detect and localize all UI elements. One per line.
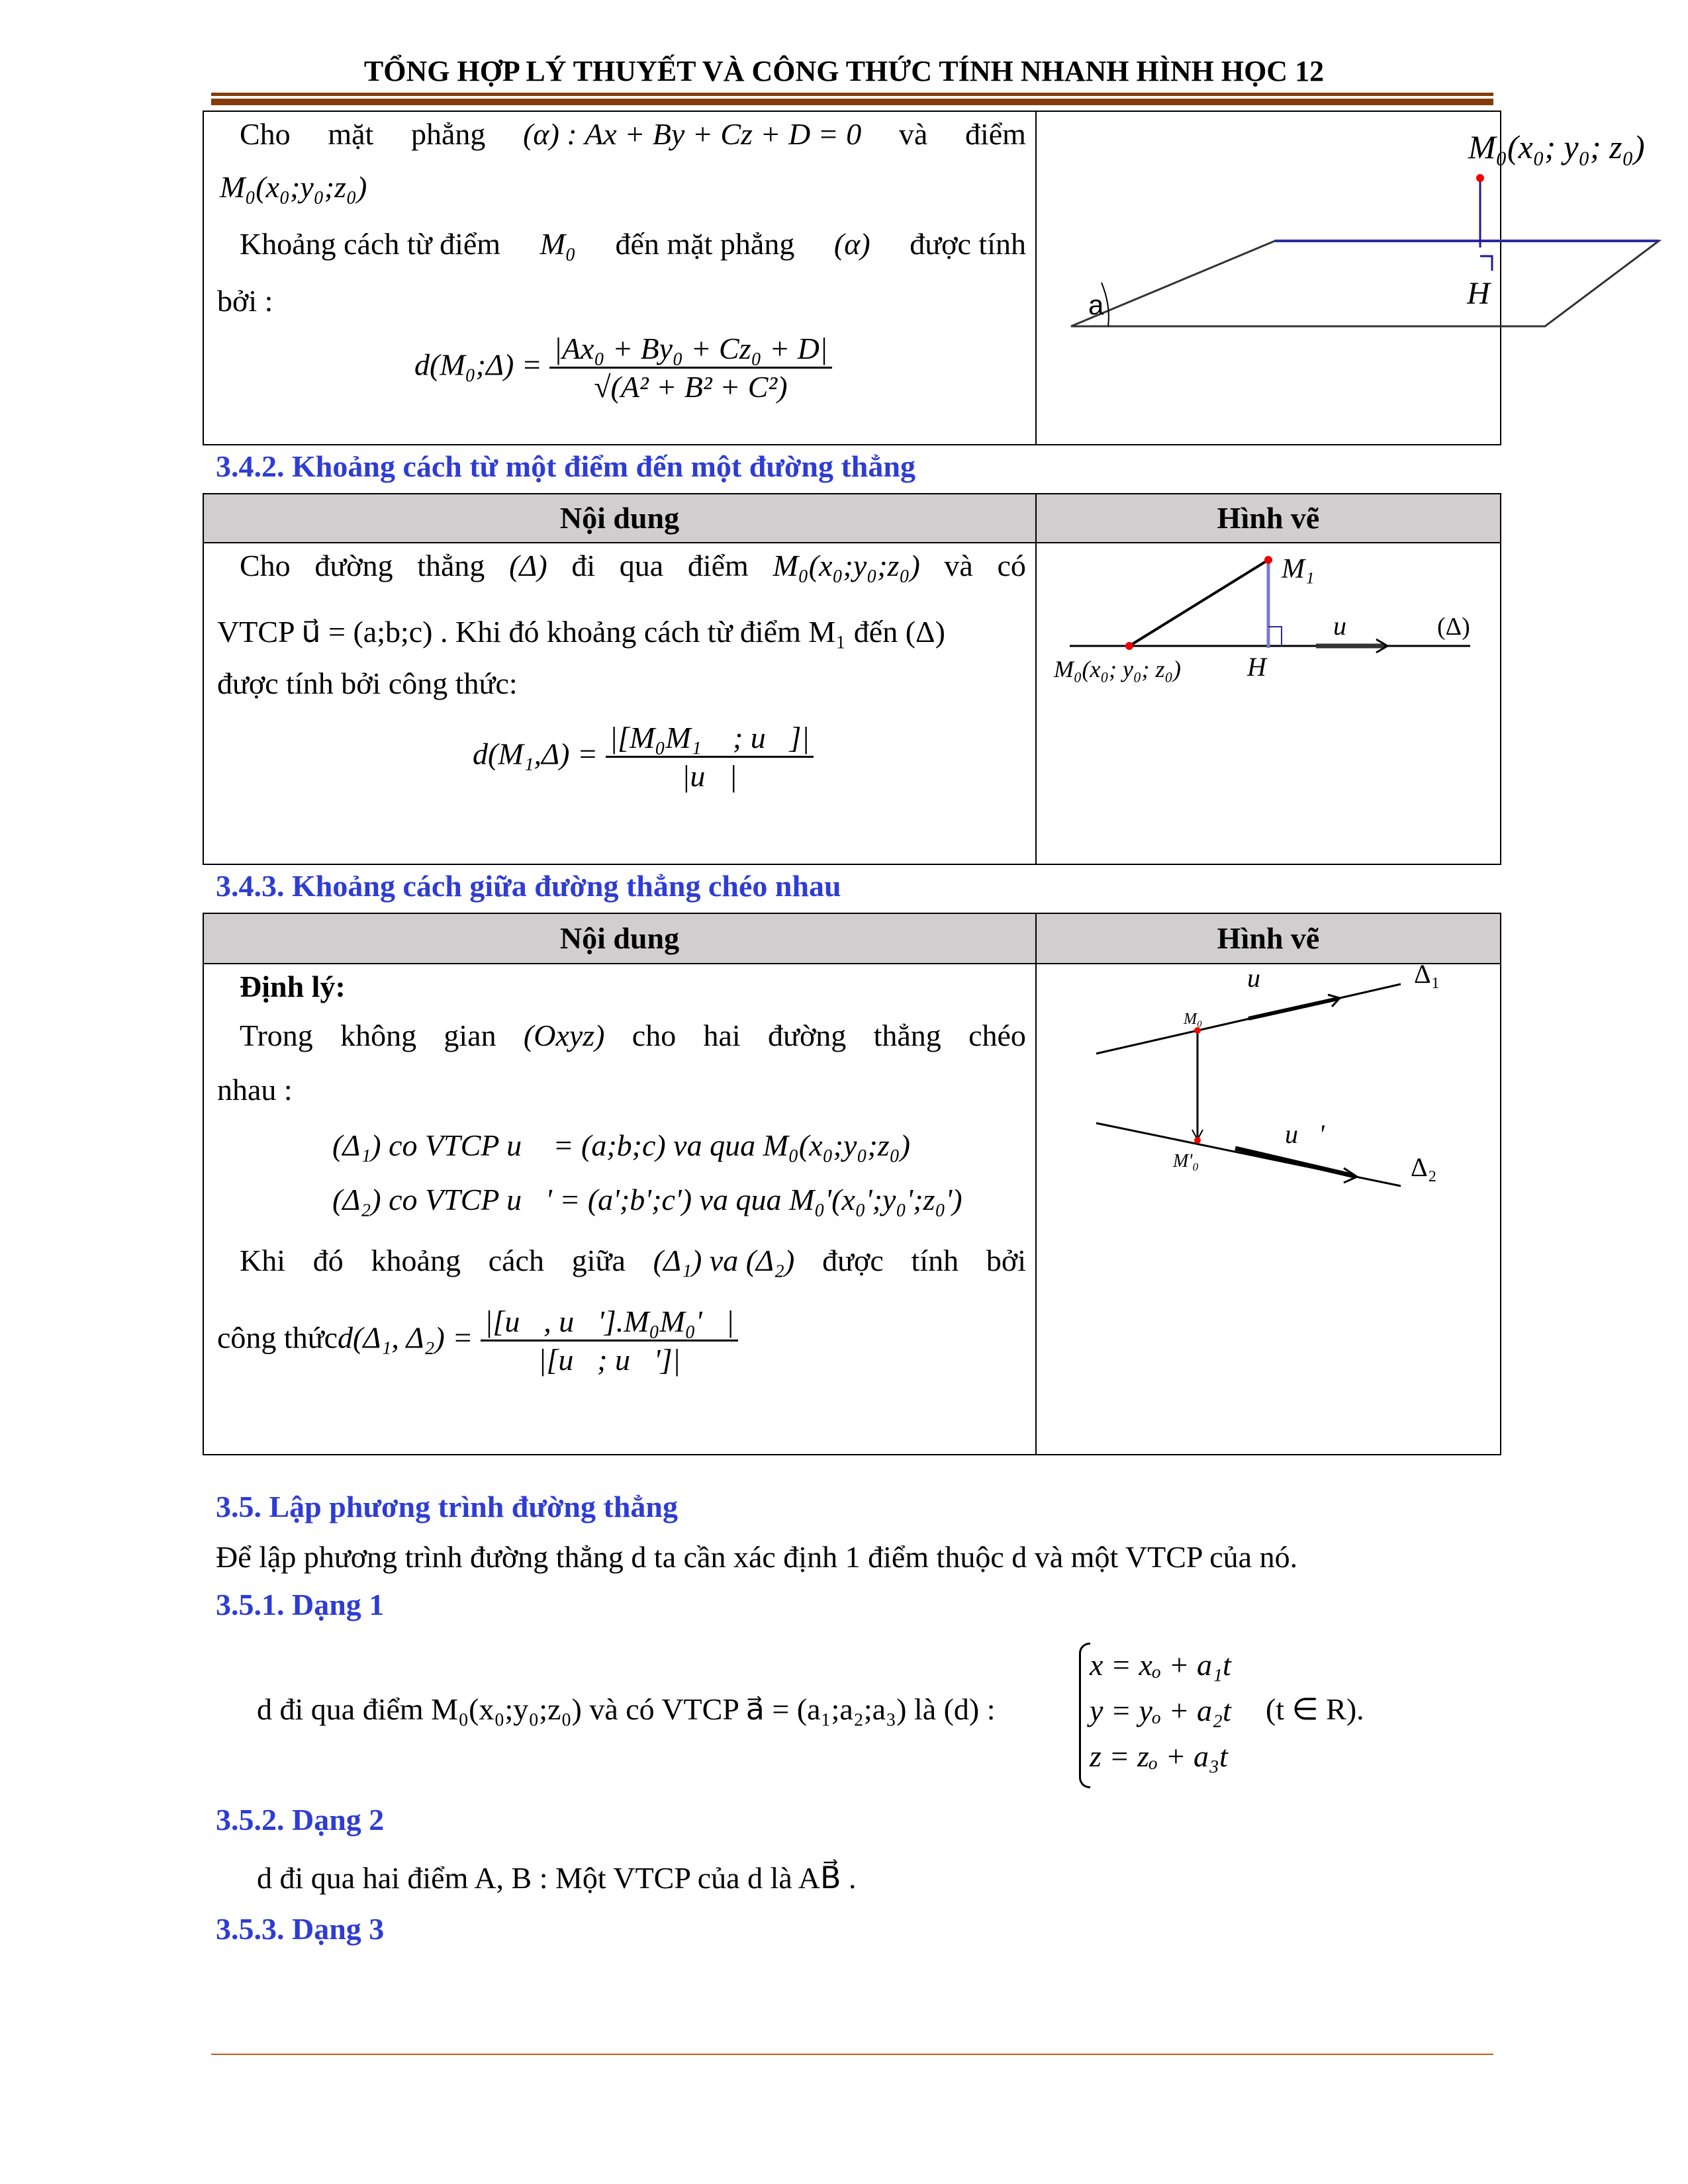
denominator: |u⃗| xyxy=(681,759,737,794)
text-line xyxy=(240,1242,1026,1279)
word: gian xyxy=(444,1019,496,1052)
section-heading-3-4-2: 3.4.2. Khoảng cách từ một điểm đến một đường thẳng xyxy=(216,449,915,483)
dang2-statement: d đi qua hai điểm A, B : Một VTCP của d là AB⃗ . xyxy=(257,1861,857,1895)
parameter-domain: (t ∈ R). xyxy=(1266,1692,1364,1726)
word: thẳng xyxy=(873,1019,941,1052)
theorem-label: Định lý: xyxy=(240,970,346,1003)
word: đường xyxy=(768,1019,847,1052)
word: đi xyxy=(571,549,596,582)
word: phẳng xyxy=(411,117,486,151)
text-line xyxy=(240,1017,1026,1054)
m1-label: M₁ xyxy=(1282,554,1315,584)
word: đó xyxy=(312,1244,344,1277)
plane-equation: (α) : Ax + By + Cz + D = 0 xyxy=(523,117,862,151)
delta1-label: Δ₁ xyxy=(1414,959,1440,989)
header-figure: Hình vẽ xyxy=(1037,494,1500,543)
skew-lines-figure xyxy=(1037,959,1500,1454)
section-intro: Để lập phương trình đường thẳng d ta cần xác định 1 điểm thuộc d và một VTCP của nó. xyxy=(216,1540,1298,1574)
word: thẳng xyxy=(417,549,485,582)
word: (Oxyz) xyxy=(523,1019,605,1052)
dang1-statement: d đi qua điểm M₀(x₀;y₀;z₀) và có VTCP a⃗ = (a₁;a₂;a₃) là (d) : xyxy=(257,1692,996,1726)
word: Khi xyxy=(240,1244,285,1277)
word: tính xyxy=(911,1244,959,1277)
text-line xyxy=(240,226,1026,262)
table-skew-lines-distance xyxy=(203,913,1501,1455)
word: M₀(x₀;y₀;z₀) xyxy=(773,549,920,582)
delta2-label: Δ₂ xyxy=(1411,1152,1437,1182)
word: (Δ) xyxy=(509,549,547,582)
footer-rule xyxy=(211,2054,1493,2055)
formula-lhs: d(M₀;Δ) = xyxy=(414,347,542,382)
plane-figure xyxy=(1037,112,1645,443)
point-m0: M₀(x₀;y₀;z₀) xyxy=(220,170,367,204)
word: khoảng xyxy=(371,1244,461,1277)
distance-formula xyxy=(217,1303,738,1378)
equation-system-brace xyxy=(1079,1643,1090,1788)
system-eq-x: x = xₒ + a₁t xyxy=(1090,1648,1231,1682)
word: không xyxy=(340,1019,417,1052)
system-eq-z: z = zₒ + a₃t xyxy=(1090,1739,1228,1773)
word: có xyxy=(997,549,1026,582)
word: bởi xyxy=(986,1244,1026,1277)
section-heading-3-4-3: 3.4.3. Khoảng cách giữa đường thẳng chéo nhau xyxy=(216,869,841,903)
word: Khoảng cách từ điểm xyxy=(240,227,501,261)
condition-line-2: (Δ₂) co VTCP u⃗' = (a';b';c') va qua M₀'(x₀';y₀';z₀') xyxy=(332,1183,962,1216)
distance-formula xyxy=(414,330,832,405)
word: mặt xyxy=(328,117,374,151)
word: đến mặt phẳng xyxy=(615,227,795,261)
m0-prime-label: M'₀ xyxy=(1173,1151,1199,1171)
numerator: |Ax₀ + By₀ + Cz₀ + D| xyxy=(549,330,831,369)
word: Cho xyxy=(240,117,291,151)
text-line: được tính bởi công thức: xyxy=(217,666,518,700)
word: và xyxy=(898,117,928,151)
word: Trong xyxy=(240,1019,313,1052)
header-rule-thin xyxy=(211,93,1493,96)
page-header-title: TỔNG HỢP LÝ THUYẾT VÀ CÔNG THỨC TÍNH NHANH HÌNH HỌC 12 xyxy=(363,55,1325,87)
formula-lhs: d(Δ₁, Δ₂) = xyxy=(338,1320,473,1355)
header-content: Nội dung xyxy=(204,914,1035,964)
word: đường xyxy=(314,549,393,582)
header-figure: Hình vẽ xyxy=(1037,914,1500,964)
header-content: Nội dung xyxy=(204,494,1035,543)
word: chéo xyxy=(968,1019,1026,1052)
point-label: M₀(x₀; y₀; z₀) xyxy=(1468,128,1645,165)
u-prime-label: u⃗' xyxy=(1285,1119,1325,1149)
header-rule-thick xyxy=(211,99,1493,105)
plane-label: a xyxy=(1088,289,1104,320)
word: được tính xyxy=(910,227,1026,261)
word: qua xyxy=(619,549,664,582)
subsection-heading-dang-3: 3.5.3. Dạng 3 xyxy=(216,1912,385,1946)
fraction xyxy=(481,1303,738,1378)
condition-line-1: (Δ₁) co VTCP u⃗ = (a;b;c) va qua M₀(x₀;y₀;z₀) xyxy=(332,1128,910,1162)
subsection-heading-dang-1: 3.5.1. Dạng 1 xyxy=(216,1588,385,1621)
formula-prefix: công thức xyxy=(217,1320,338,1355)
text-line: nhau : xyxy=(217,1073,293,1107)
denominator: √(A² + B² + C²) xyxy=(594,370,788,404)
word: điểm xyxy=(964,117,1026,151)
word: và xyxy=(944,549,973,582)
word: được xyxy=(822,1244,884,1277)
section-heading-3-5: 3.5. Lập phương trình đường thẳng xyxy=(216,1490,678,1524)
foot-label: H xyxy=(1467,276,1490,311)
system-eq-y: y = yₒ + a₂t xyxy=(1090,1694,1231,1727)
numerator: |[u⃗, u⃗'].M₀M₀'⃗| xyxy=(481,1303,738,1342)
text-line: bởi : xyxy=(217,284,273,318)
word: (α) xyxy=(833,227,870,261)
numerator: |[M₀M₁⃗ ; u⃗]| xyxy=(606,719,814,758)
formula-lhs: d(M₁,Δ) = xyxy=(473,737,598,771)
text-line xyxy=(240,547,1026,584)
denominator: |[u⃗; u⃗']| xyxy=(538,1343,681,1377)
fraction xyxy=(606,719,814,794)
table-point-line-distance xyxy=(203,493,1501,865)
point-line-figure xyxy=(1037,543,1500,861)
text-line: VTCP u⃗ = (a;b;c) . Khi đó khoảng cách từ điểm M₁ đến (Δ) xyxy=(217,615,945,649)
word: (Δ₁) va (Δ₂) xyxy=(653,1244,795,1277)
word: M₀ xyxy=(539,227,576,261)
m0-label: M₀ xyxy=(1184,1011,1203,1028)
table-plane-distance xyxy=(203,111,1645,445)
m0-label: M₀(x₀; y₀; z₀) xyxy=(1054,656,1181,682)
distance-formula xyxy=(473,719,814,794)
word: cho xyxy=(632,1019,677,1052)
word: cách xyxy=(488,1244,544,1277)
word: hai xyxy=(703,1019,741,1052)
word: giữa xyxy=(571,1244,626,1277)
u-label: u⃗ xyxy=(1247,963,1282,993)
fraction xyxy=(549,330,831,405)
word: Cho xyxy=(240,549,291,582)
text-line xyxy=(240,116,1026,152)
line-label: (Δ) xyxy=(1437,613,1470,641)
word: điểm xyxy=(687,549,749,582)
subsection-heading-dang-2: 3.5.2. Dạng 2 xyxy=(216,1803,385,1837)
u-label: u⃗ xyxy=(1333,611,1368,641)
h-label: H xyxy=(1247,652,1266,682)
